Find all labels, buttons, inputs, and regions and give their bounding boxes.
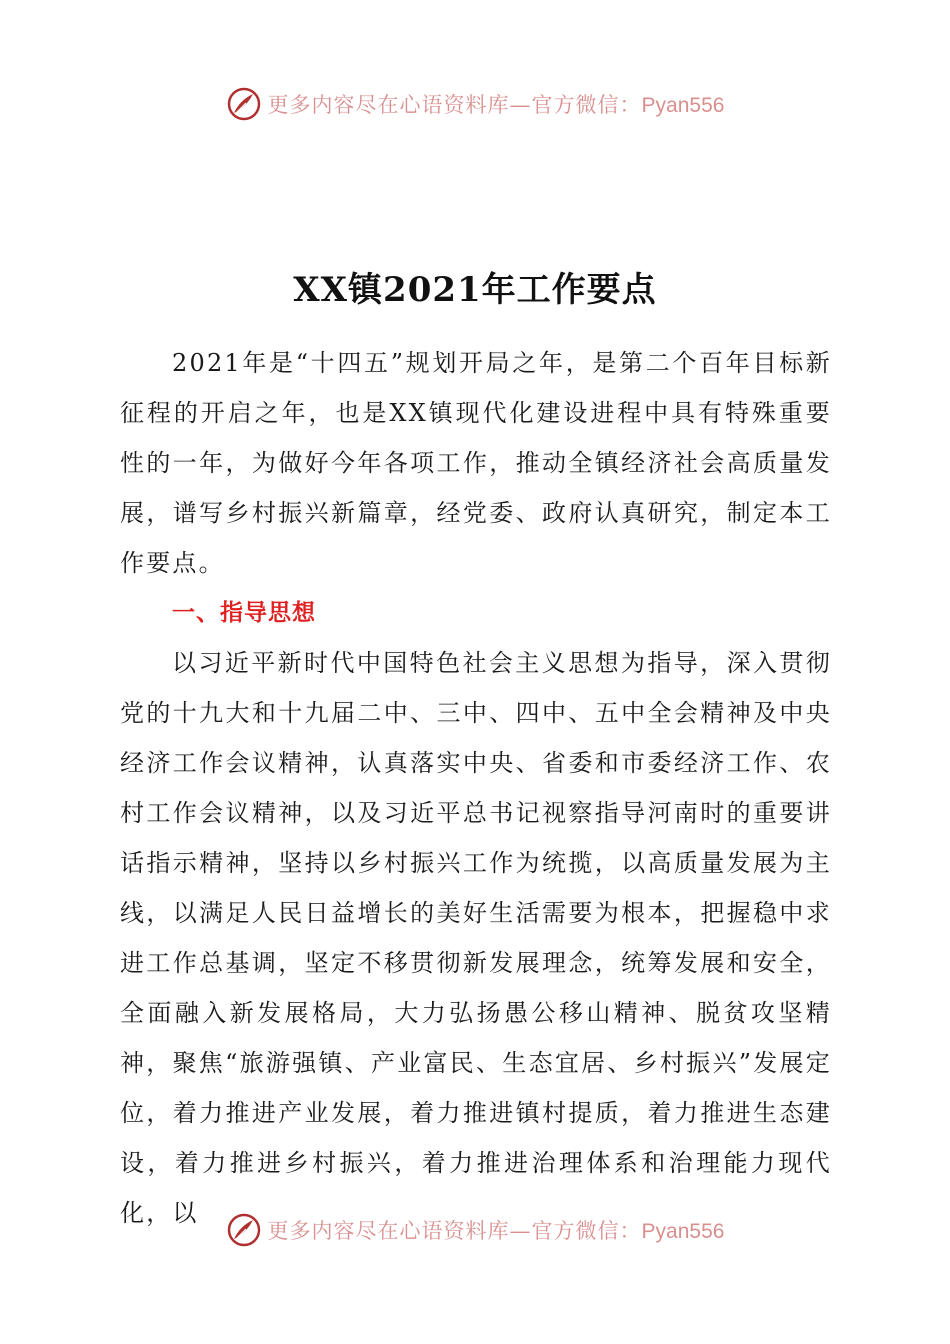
document-body [120,338,832,1238]
document-title: XX镇2021年工作要点 [293,270,657,310]
quill-logo-icon [226,1212,262,1248]
section-heading-guiding-ideology: 一、指导思想 [172,600,316,626]
quill-logo-icon [226,86,262,122]
intro-paragraph: 2021年是“十四五”规划开局之年，是第二个百年目标新征程的开启之年，也是XX镇现代化建设进程中具有特殊重要性的一年，为做好今年各项工作，推动全镇经济社会高质量发展，谱写乡村振兴新篇章，经党委、政府认真研究，制定本工作要点。 [120,349,832,577]
watermark-wechat-id: Pyan556 [641,94,725,117]
watermark-wechat-id: Pyan556 [641,1220,725,1243]
watermark-text: 更多内容尽在心语资料库—官方微信：Pyan556 [267,93,725,117]
watermark-text: 更多内容尽在心语资料库—官方微信：Pyan556 [267,1219,725,1243]
watermark-footer [0,1208,950,1252]
watermark-header [0,82,950,126]
guiding-ideology-paragraph: 以习近平新时代中国特色社会主义思想为指导，深入贯彻党的十九大和十九届二中、三中、四中、五中全会精神及中央经济工作会议精神，认真落实中央、省委和市委经济工作、农村工作会议精神，以及习近平总书记视察指导河南时的重要讲话指示精神，坚持以乡村振兴工作为统揽，以高质量发展为主线，以满足人民日益增长的美好生活需要为根本，把握稳中求进工作总基调，坚定不移贯彻新发展理念，统筹发展和安全，全面融入新发展格局，大力弘扬愚公移山精神、脱贫攻坚精神，聚焦“旅游强镇、产业富民、生态宜居、乡村振兴”发展定位，着力推进产业发展，着力推进镇村提质，着力推进生态建设，着力推进乡村振兴，着力推进治理体系和治理能力现代化，以 [120,649,832,1227]
